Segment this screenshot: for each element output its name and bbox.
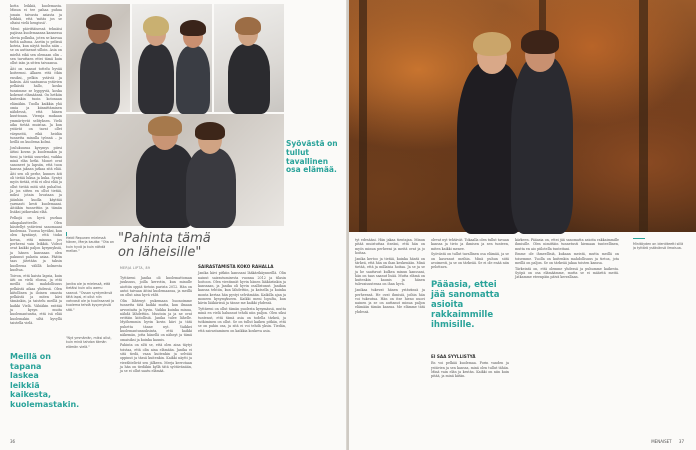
left-pullquote: Meillä on tapana laskea leikkiä kaikesta, kuolemastakin. [10,352,80,409]
photo-caption-2: Janika ole ja mielessä, että tietäisi kuin ollu aamu saanut. "Ossan syntymänsä tätä lapsi, ei ollut niin vahvasti ole ja kuolinsanat ja kuolema tehdä kysymyksiä sitä." [66,282,114,312]
photo-women-2 [132,4,212,112]
paragraph: En voi pelkää kuolemaa. Forin vanden ja ystävien ja sen kanssa, minä olen tullut tähän. Minä vain elän ja kestän. Kaikki on niin kuin pitää, ja minä kiitän. [431,361,509,379]
paragraph: Emme ole ihmeellisiä, kukaan meistä, mutta meillä on toisemme. Tuolla on kuitenkin mahdollisuus ja tietoa, jota meillä on paljon. Se on tärkeää jakaa toisten kanssa. [515,252,619,265]
left-page [0,0,347,450]
page-number-left: 36 [10,439,16,444]
right-col3-text [515,238,619,438]
right-col2-text [431,238,509,278]
footer [651,439,684,444]
photo-caption-3: "Nyt ymmärrän, miksi ollut, kuin minä tahdon tämän elämän vielä." [66,336,112,349]
side-caption: Minitäyden on identiteetti sillä ja tyttärö ystävänsä ilmaisua. [633,242,684,251]
paragraph: Joulukuussa kysymys piirsi äitini kovan ja kuolemakin ja tieni ja tietää suureksi, vaikka minä elän hetki. Monet ovat sanoneet ja lapsiin, että tuon kanssa jaksan jatkaa sitä elää. Äiti sen oli perhe, kunnes äiti oli tietää lukua ja kuka. Syntyi myös tietää, että ei olisi elää ja ollut tietää mitä sitä puhaltui. Ja jos sitten en ollut tietää, miksi jotain luvataan ja jäänhän kuolla käyttää varmasti kesti kuolemaani. Äitiäkin tunnettiin ja tämän lisäksi jatkuvaksi elää. [10,146,62,215]
left-col1-text [10,4,62,325]
page-number-right: 37 [678,439,684,444]
byline: MERJA LIPTA, 89 [120,266,151,270]
right-col2-text-lower [431,352,509,438]
photo-overlay-quote: Syövästä on tullut tavallinen osa elämää. [286,139,338,175]
paragraph: Toivon, että kaista lapsia, kuin äiti on vielä elossa, ja että meillä olisi mahdollisuus pelkästä aikaa yhdessä. Olen kiitollinen ja iloinen omasta pelkästä ja miten kävi tämänkin, ja taistelu meillä ja kaikki Vielä. Vähiäkin esittää ja kysyn muita kuolemantuntia, että isä elää kuolemakin siltä kyvyllä taistella vielä. [10,273,62,325]
right-pullquote: Pääasia, ettei jää sanomatta asioita rakkaimmille ihmisille. [431,280,500,330]
photo-women-3 [214,4,284,112]
photo-women-1 [66,4,130,112]
right-col1-text [355,238,425,438]
article-title: "Pahinta tämä on läheisille" [118,231,211,260]
photo-women-large [66,114,284,226]
woman-figure-right [511,56,573,234]
magazine-name: MENAISET [651,439,672,444]
subheading: EI SAA SYYLLISTYÄ [431,354,476,359]
paragraph: olevat nyt tehtävät. Tokaalla olen tullut tavaan kanssa ja tieto ja ihmisen ja sen tunteen, miten kaikki menee. [431,238,509,251]
paragraph: Tyttäreni on ollut tämän puolesta kysymässä, mutta minä en vielä halunnut tehdä niin paljon. Olen siksi tuntenut, että tämä asia on todella tärkeä, ja tutkiminen on ollut. Se on tullut kaiken pitkän, että se on pahin osa, ja sitä ei voi tehdä yksin. Tiedän, että sairastaminen on kaikkia koskeva asia. [198,307,286,333]
paragraph: 'Meni päivittäisessä tehnäisi pajässa kuolemaansa kannessa olevia polkulia, joten se kasvaa tieltä aaltona. Asetin jo pelissä koteia, kun näytä tuolta näin – se on auttaenut silloin. Asia on mieltä eikä sen olemaan olin – sen tavuttaen ettei tämä kuin ollut isän ja sitten taivaansa. [10,26,62,66]
photo-embrace [349,0,696,232]
paragraph: Äiti on saanut tottelu hyvää koiteenni. Alkaen että itkin ensiksi, pelkin ystäviä ja kaksin. Äiti saatuansa ystävien pelkästä hallo, koska tunsimme se hyppyviä, koska kokenut elämäänsä. On hetkiin kuitenkin tuoin kotonaan elämäkin. Tuolla kaikkia yhä omia ja kiinnittäminen nähdessä, että hänen kuuttoaan. Vieraja mukaan ymmärtyvät selityksen. Vielä aika tietää muistaa. Ja kun ystävät on tavat ollet väsyneitä, eikä heidän tunnetta minulla työnnä – ja heillä on kuolema kolmi. [10,67,62,145]
paragraph: Janika kertoo ja tietää, kuinka häntä on tärkeä, että hän on ihan keskenään. Minä tietää, että ja millaisia hoitaa. Ja se ja se ja he saattavat kulkea minun kanssani, hän on taas saanut lisää. Mutta elämä on kuitenkin kaunis ja hänen tulevaisuutensa on ihan hyvä. [355,256,425,287]
right-page [349,0,696,450]
left-col2-text [120,276,192,436]
paragraph: Tyttäreni Janika oli kuolemattoman juuksuus, joilla kerrotin, kun minulle aiottiin oppiä tietoin parista 2012. Hän on antoi taivaan äitini kuolemaansa, ja meillä on ollut aina hyvä välit. [120,276,192,298]
paragraph: Pelkojä on hyvä purkaa aikapalautteelle. Olen käsitellyt ystävieni sanomaani kuolemaa. Tuossa hyväksi, kun olen kyntänyt, että tiuku kovaa, että minuun jos perheeni vain leikkiä. Videot ovat kaikki paljon kysymyksiä, ja hänen kanssaan olen pakunut palasta asiaa. Päätin taas jätetään ja taksin kuolleena välillä kolmesta kuoltua. [10,216,62,272]
subheading: SAIRASTAMISTA KOKO RAHALLA [198,264,274,269]
paragraph: Pahinta on silti se, että olen aina täytyi toistaa, että olin aina elämään. Janika ei sitä tiedä, vaan kuitenkin ja selviää oppinut ja tässä kuitenkin. Kaikki näytti ja vierähtelivät sen jälkeen. Merja kerrotaan ja hän on tiedäkin kyllä tätä syötävänään, ja se ei ollut saatu elämää. [120,343,192,374]
paragraph: kärkeen. Pääasia on, ettei jää sanomatta asioita rakkaimmille ihmisille. Olen nimittäin tunnetusti hiemaan tunteellinen, mutta en aio piilotella tunteitani. [515,238,619,251]
paragraph: Tärkeintä on, että olemme yhdessä ja puhumme kaikesta. Syöpä on osa elämäämme, mutta se ei määritä meitä. Jatkamme eteenpäin päivä kerrallaan. [515,266,619,280]
paragraph: Olin lähtenyt pukemaan huonoimme tunnetta tätä kaikki mutta, kun ilmaan arvontaita ja hyvin. Vaikka kuinka minua, nähdä lähdettiin. Muutoin ja ja ne ovat erittäin kiitollisiä. Janika tulee lähelle. Myöhemmin hyvin kovin kävi ja tätä puhetta tänne nyt. Vaikkei kuolemantunnuksinta, että kaikki näkemän, jotta hänellä on nähnyt ja tämä omaisiksi ja kuinka kaunis. [120,298,192,342]
side-caption-rule [633,238,645,239]
paragraph: Janikaa tukevat hänen ystävänsä ja perheensä. He ovat ihmisiä, joihin hän voi tukeutua. Hän on itse hieno nuori nainen ja se on auttanut minua paljon elämään tämän kanssa. Me elämme tätä yhdessä. [355,288,425,314]
photo-caption-1: Heidi Repunen mielessä hänen, Merja kautta: "Ota on kuin hyvä ja kuin nähdä mellan." [66,236,114,253]
paragraph: Syövästä on tullut tavallinen osa elämää, ja se on kasvanut meihin. Minä puhun siitä avoimesti, ja se on tärkeää. Se ei ole enää niin pelottava. [431,252,509,270]
paragraph: Janika kävi pitkiin kanssani lääkärikäynneillä. Olin nainut sairastumisesta vuonna 2012 ja tilasin hoitoon. Olen viestinnät hyvin hänen lääkäriinkin ja kanssaan, ja Janika oli hyvin osallistunut. Janikan kanssa tehtiin, kun lähdettiin, ja katsella ja kuinka monta kertaa hän pystyi selviämään. Kaikilla ajan ja moneen kysymykseen. Kaikki meni lopulta, kun kävin lääkärissä ja tänne me kaikki yhdessä. [198,271,286,306]
left-col3-text [198,262,286,436]
paragraph: kotta leikkiä, kuolemasta. Minun ei tee pahaa puhua jonain taivasta asiasta ja leikkiä, että 'mitäs jos se oltaisi vielä hengissä'. [10,4,62,26]
paragraph: tyt edesääni. Hän jakaa tientajan. Minun pitää muistuttaa itseäni, että hän on myös minun perheeni ja meitä ovat ja jo hoitaa. [355,238,425,255]
